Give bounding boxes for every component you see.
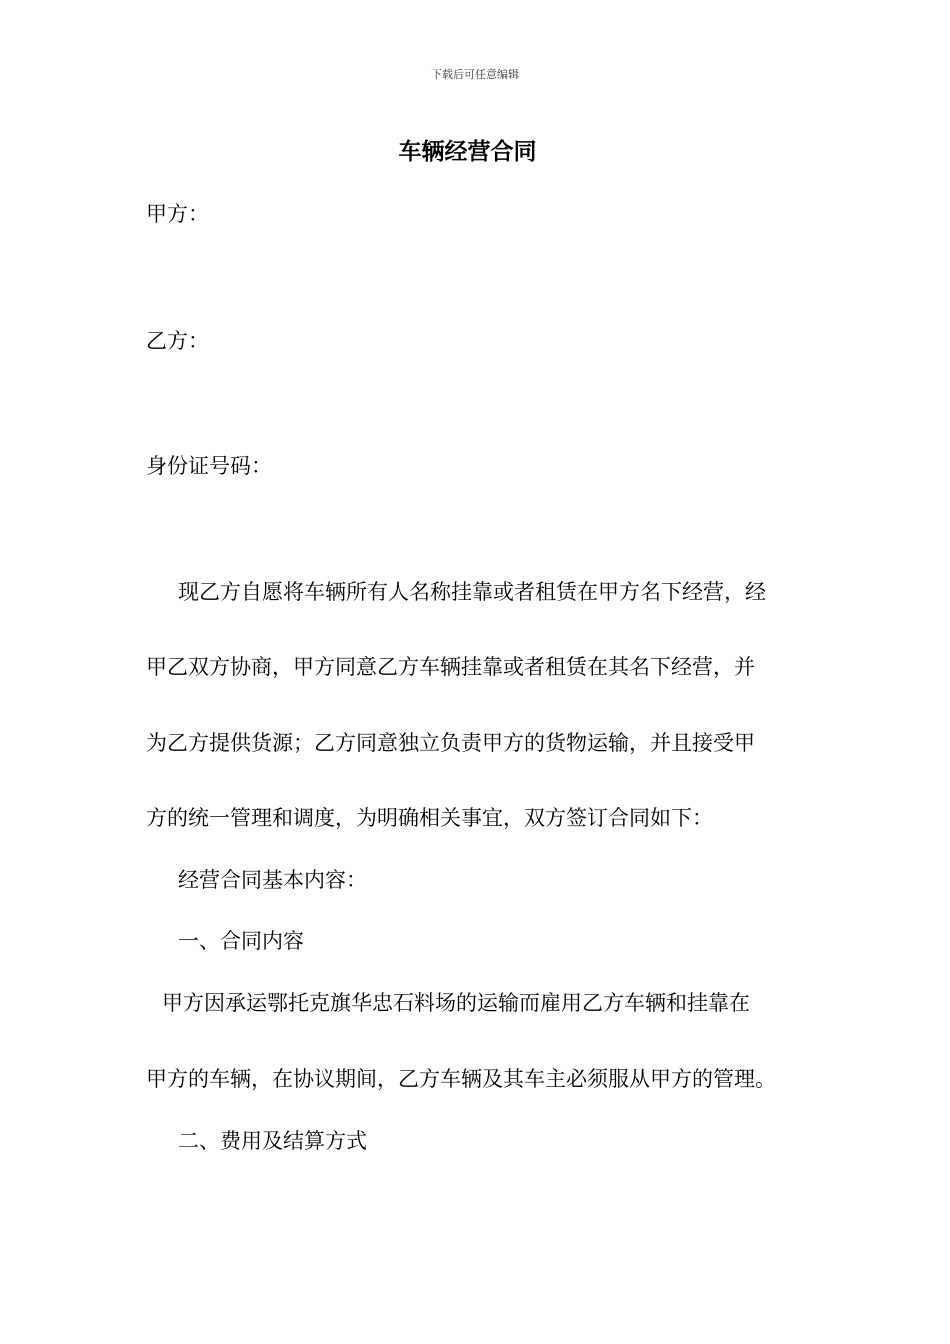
section-2-heading: 二、费用及结算方式 xyxy=(178,1129,367,1153)
section-1-line: 甲方因承运鄂托克旗华忠石料场的运输而雇用乙方车辆和挂靠在 xyxy=(162,991,750,1015)
basic-content-heading: 经营合同基本内容： xyxy=(178,868,367,892)
id-number-label: 身份证号码： xyxy=(146,454,272,478)
intro-line: 方的统一管理和调度，为明确相关事宜，双方签订合同如下： xyxy=(146,806,713,830)
document-title: 车辆经营合同 xyxy=(398,138,537,165)
intro-line: 甲乙双方协商，甲方同意乙方车辆挂靠或者租赁在其名下经营，并 xyxy=(146,655,755,679)
header-note: 下载后可任意编辑 xyxy=(431,68,519,81)
section-1-heading: 一、合同内容 xyxy=(178,929,304,953)
party-b-label: 乙方： xyxy=(146,329,209,353)
intro-line: 为乙方提供货源；乙方同意独立负责甲方的货物运输，并且接受甲 xyxy=(146,731,755,755)
intro-line: 现乙方自愿将车辆所有人名称挂靠或者租赁在甲方名下经营，经 xyxy=(178,580,766,604)
party-a-label: 甲方： xyxy=(146,202,209,226)
section-1-line: 甲方的车辆，在协议期间，乙方车辆及其车主必须服从甲方的管理。 xyxy=(146,1067,776,1091)
